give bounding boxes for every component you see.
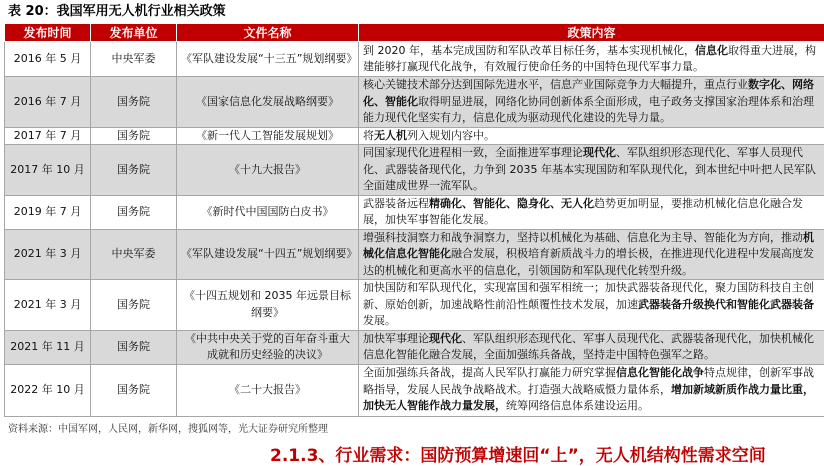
cell-content — [359, 127, 824, 145]
content-text: 加快军事理论 — [363, 332, 429, 345]
cell-unit: 国务院 — [91, 127, 177, 145]
cell-unit: 国务院 — [91, 280, 177, 331]
table-header-row — [5, 24, 824, 42]
table-row — [5, 195, 824, 229]
cell-document: 《国家信息化发展战略纲要》 — [177, 77, 359, 128]
cell-document: 《新时代中国国防白皮书》 — [177, 195, 359, 229]
content-text: 统筹网络信息体系建设运用。 — [506, 399, 649, 412]
content-text: 取得明显进展，网络化协同创新体系全面形成，电子政务支撑国家治理体系和治理能力现代化坚实有力，信息化成为驱动现代化建设的先导力量。 — [363, 95, 814, 125]
cell-document: 《二十大报告》 — [177, 364, 359, 416]
emphasis-text: 现代化 — [429, 332, 462, 345]
header-content: 政策内容 — [359, 24, 824, 42]
cell-date: 2019 年 7 月 — [5, 195, 91, 229]
content-text: 核心关键技术部分达到国际先进水平，信息产业国际竞争力大幅提升，重点行业 — [363, 78, 748, 91]
cell-date: 2017 年 7 月 — [5, 127, 91, 145]
table-row — [5, 145, 824, 196]
content-text: 同国家现代化进程相一致，全面推进军事理论 — [363, 146, 583, 159]
cell-content — [359, 330, 824, 364]
emphasis-text: 现代化 — [583, 146, 616, 159]
cell-document: 《新一代人工智能发展规划》 — [177, 127, 359, 145]
cell-date: 2022 年 10 月 — [5, 364, 91, 416]
cell-unit: 国务院 — [91, 330, 177, 364]
cell-document: 《十九大报告》 — [177, 145, 359, 196]
cell-content — [359, 229, 824, 280]
cell-unit: 国务院 — [91, 145, 177, 196]
cell-document: 《军队建设发展“十四五”规划纲要》 — [177, 229, 359, 280]
cell-content — [359, 364, 824, 416]
cell-date: 2017 年 10 月 — [5, 145, 91, 196]
table-row — [5, 280, 824, 331]
header-date: 发布时间 — [5, 24, 91, 42]
header-document: 文件名称 — [177, 24, 359, 42]
emphasis-text: 无人机 — [374, 129, 407, 142]
content-text: 将 — [363, 129, 374, 142]
cell-date: 2021 年 3 月 — [5, 229, 91, 280]
emphasis-text: 机械化信息化智能化 — [363, 231, 814, 261]
content-text: 加快国防和军队现代化，实现富国和强军相统一；加快武器装备现代化，聚力国防科技自主创新、原始创新，加速战略性前沿性颠覆性技术发展，加速 — [363, 281, 814, 311]
emphasis-text: 增加新域新质作战力量比重，加快无人智能作战力量发展， — [363, 383, 814, 413]
emphasis-text: 数字化、网络化、智能化 — [363, 78, 814, 108]
emphasis-text: 武器装备升级换代和智能化武器装备 — [638, 298, 814, 311]
cell-document: 《中共中央关于党的百年奋斗重大成就和历史经验的决议》 — [177, 330, 359, 364]
source-note: 资料来源：中国军网，人民网，新华网，搜狐网等，光大证券研究所整理 — [8, 420, 328, 435]
cell-content — [359, 145, 824, 196]
content-text: 武器装备远程 — [363, 197, 429, 210]
cell-content — [359, 42, 824, 77]
content-text: 融合发展，积极培育新质战斗力的增长极，在推进现代化进程中发展高度发达的机械化和更高水平的信息化，引领国防和军队现代化转型升级。 — [363, 247, 814, 277]
policy-table — [4, 23, 824, 417]
table-row — [5, 229, 824, 280]
table-row — [5, 330, 824, 364]
content-text: 到 2020 年，基本完成国防和军队改革目标任务，基本实现机械化， — [363, 44, 695, 57]
content-text: 全面加强练兵备战，提高人民军队打赢能力研究掌握 — [363, 366, 616, 379]
table-row — [5, 364, 824, 416]
header-unit: 发布单位 — [91, 24, 177, 42]
cell-unit: 国务院 — [91, 364, 177, 416]
content-text: 列入规划内容中。 — [407, 129, 495, 142]
emphasis-text: 信息化智能化战争 — [616, 366, 704, 379]
cell-date: 2021 年 11 月 — [5, 330, 91, 364]
content-text: 、军队组织形态现代化、军事人员现代化、武器装备现代化，力争到 2035 年基本实现国防和军队现代化，到本世纪中叶把人民军队全面建成世界一流军队。 — [363, 146, 816, 192]
table-row — [5, 42, 824, 77]
cell-content — [359, 280, 824, 331]
table-row — [5, 77, 824, 128]
cell-document: 《十四五规划和 2035 年远景目标纲要》 — [177, 280, 359, 331]
table-row — [5, 127, 824, 145]
cell-date: 2021 年 3 月 — [5, 280, 91, 331]
cell-document: 《军队建设发展“十三五”规划纲要》 — [177, 42, 359, 77]
table-body — [5, 42, 824, 417]
emphasis-text: 精确化、智能化、隐身化、无人化 — [429, 197, 594, 210]
cell-unit: 国务院 — [91, 195, 177, 229]
content-text: 增强科技洞察力和战争洞察力，坚持以机械化为基础、信息化为主导、智能化为方向，推动 — [363, 231, 803, 244]
cell-unit: 中央军委 — [91, 229, 177, 280]
table-title: 表 20：我国军用无人机行业相关政策 — [8, 2, 226, 22]
cell-date: 2016 年 7 月 — [5, 77, 91, 128]
content-text: 取得重大进展，构建能够打赢现代化战争，有效履行使命任务的中国特色现代军事力量。 — [363, 44, 816, 74]
content-text: 发展。 — [363, 314, 396, 327]
emphasis-text: 信息化 — [695, 44, 728, 57]
content-text: 特点规律，创新军事战略指导，发展人民战争战略战术。打造强大战略威慑力量体系， — [363, 366, 814, 396]
next-section-heading: 2.1.3、行业需求：国防预算增速回“上”，无人机结构性需求空间 — [270, 441, 766, 466]
cell-content — [359, 77, 824, 128]
content-text: 、军队组织形态现代化、军事人员现代化、武器装备现代化，加快机械化信息化智能化融合发展，全面加强练兵备战，坚持走中国特色强军之路。 — [363, 332, 814, 362]
cell-content — [359, 195, 824, 229]
cell-date: 2016 年 5 月 — [5, 42, 91, 77]
content-text: 趋势更加明显，要推动机械化信息化融合发展，加快军事智能化发展。 — [363, 197, 803, 227]
cell-unit: 中央军委 — [91, 42, 177, 77]
cell-unit: 国务院 — [91, 77, 177, 128]
